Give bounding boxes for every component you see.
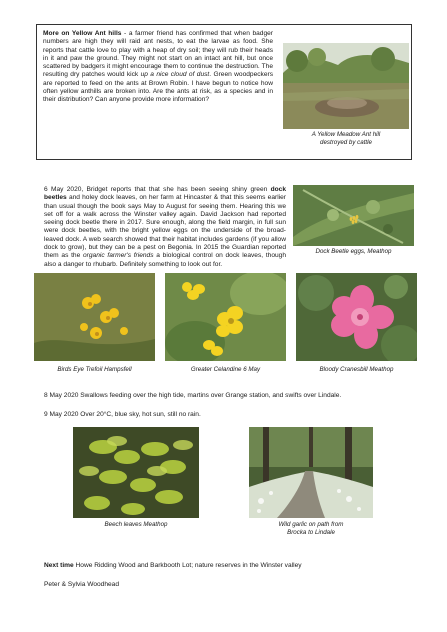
dock-beetle-eggs-photo [293, 185, 414, 246]
flower-caption-2: Greater Celandine 6 May [190, 366, 261, 373]
greater-celandine-photo [165, 273, 286, 361]
birds-eye-trefoil-photo [34, 273, 155, 361]
authors: Peter & Sylvia Woodhead [44, 581, 120, 588]
beech-caption: Beech leaves Meathop [104, 521, 168, 528]
wild-garlic-path-photo [249, 427, 373, 518]
wild-garlic-caption: Wild garlic on path from Brocka to Lindale [278, 521, 344, 536]
ant-hills-text: More on Yellow Ant hills - a farmer friend has confirmed that when badger numbers are high they will raid ant nests, to eat the larvae as food. She reports that cattle love to play with a heap of dry soil; they will rub their heads in it and paw the ground. They might not start on an intact ant hill, but once scattered by badgers it might encourage them to continue the destruction. The resulting dry patches would kick up a nice cloud of dust. Green woodpeckers are reported to feed on the ants at Brown Robin. I have begun to notice how often yellow anthills are broken into. Are the ants at risk, as a species and in their distribution? Can anyone provide more information? [43, 30, 273, 104]
diary-line-1: 8 May 2020 Swallows feeding over the high tide, martins over Grange station, and swifts over Lindale. [44, 392, 342, 399]
flower-caption-1: Birds Eye Trefoil Hampsfell [57, 366, 132, 373]
ant-hills-heading: More on Yellow Ant hills [43, 30, 122, 37]
flower-caption-3: Bloody Cranesbill Meathop [319, 366, 394, 373]
beech-leaves-photo [73, 427, 199, 518]
ant-hill-caption: A Yellow Meadow Ant hill destroyed by cattle [311, 131, 381, 146]
dock-beetles-term: dock beetles [44, 186, 286, 202]
diary-line-2: 9 May 2020 Over 20°C, blue sky, hot sun, still no rain. [44, 411, 201, 418]
bloody-cranesbill-photo [296, 273, 417, 361]
next-time-label: Next time [44, 562, 74, 569]
dock-beetle-text: 6 May 2020, Bridget reports that that she has been seeing shiny green dock beetles and holey dock leaves, on her farm at Hincaster & that this seems earlier than usual though the book says May to August for seeing them. Hearing this we set off for a walk across the Winster valley again. David Jackson had reported seeing dock beetle there in 2017. Sure enough, along the field margin, in full sun were dock beetles, with the bright yellow eggs on the underside of the broad-leaved dock. A web search showed that their habitat includes gardens (if you allow dock to grow), but they can be a pest on Begonia. In 2015 the Guardian reported them as the organic farmer's friends a biological control on dock leaves, though also a danger to rhubarb. Definitely something to look out for. [44, 186, 286, 268]
next-time-line: Next time Howe Ridding Wood and Barkbooth Lot; nature reserves in the Winster valley [44, 562, 302, 569]
dock-beetle-caption: Dock Beetle eggs, Meathop [315, 248, 392, 255]
ant-hill-photo [283, 43, 409, 129]
ant-hills-box [36, 24, 412, 160]
